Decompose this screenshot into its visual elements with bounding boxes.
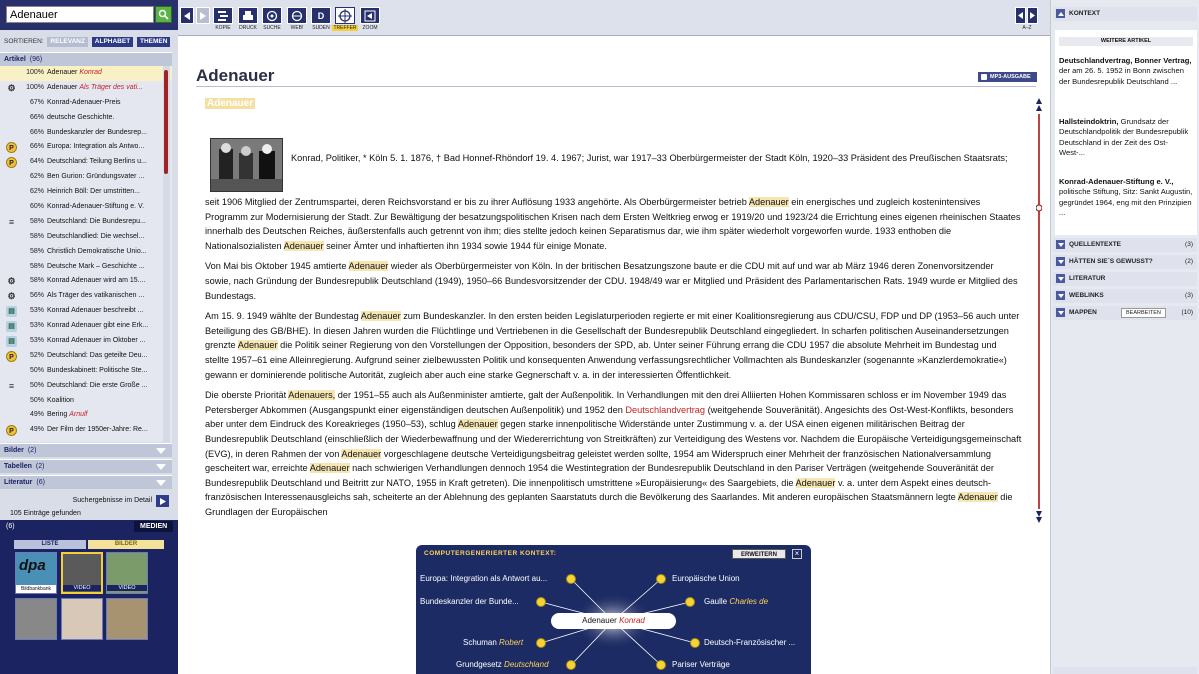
media-thumb-4[interactable] (15, 598, 57, 640)
sort-themen[interactable]: THEMEN (137, 37, 170, 47)
article-title: Konrad Adenauer wird am 15.... (47, 277, 146, 285)
article-title: Adenauer Konrad (47, 69, 102, 76)
relevance-percent: 66% (29, 143, 44, 151)
article-title: Christlich Demokratische Unio... (47, 247, 147, 255)
search-button[interactable] (155, 6, 172, 23)
panorama-icon: P (6, 425, 17, 436)
haetten-sies-gewusst-header[interactable]: HÄTTEN SIE´S GEWUSST? (2) (1053, 255, 1197, 269)
keyword-highlight[interactable]: Adenauer (283, 240, 324, 251)
article-title: Konrad-Adenauer-Stiftung e. V. (47, 203, 145, 211)
chevron-down-icon (1056, 308, 1065, 317)
close-icon: × (794, 549, 800, 558)
article-title: Konrad-Adenauer-Preis (47, 98, 121, 106)
relevance-percent: 67% (29, 98, 44, 106)
keyword-highlight[interactable]: Adenauer (341, 448, 382, 459)
paragraph-1: seit 1906 Mitglied der Zentrumspartei, deren Reichsvorstand er bis zu ihrer Auflösung 1933 angehörte. Als Oberbürgermeister betrieb Adenauer ein energisches und zugleich kostenintensives Programm zur Modernisierung der Stadt. Zur Bewältigung der besatzungspolitischen Krisen nach dem Ersten Weltkrieg erwog er 1919/20 und 1923/24 die Errichtung eines eigenen rheinischen Staates innerhalb des Deutschen Reiches, äußerstenfalls auch getrennt von ihm; dies stellte jedoch keinen Separatismus dar, wie ihm später wiederholt vorgeworfen wurde. 1933 enthoben die Nationalsozialisten Adenauer seiner Ämter und inhaftierten ihn 1934 sowie 1944 für einige Monate. (205, 197, 1021, 251)
flag-icon: ≡ (8, 216, 15, 227)
relevance-percent: 53% (29, 337, 44, 345)
section-tabellen[interactable] (0, 459, 172, 473)
article-list-item[interactable] (0, 289, 172, 304)
speaker-icon (981, 74, 987, 80)
article-title: Bundeskabinett: Politische Ste... (47, 366, 148, 374)
relevance-percent: 52% (29, 351, 44, 359)
media-thumb-3-label: VIDEO (107, 585, 147, 591)
article-title: Deutschland: Teilung Berlins u... (47, 158, 147, 166)
result-count: 105 Einträge gefunden (10, 510, 81, 517)
article-list (0, 66, 172, 442)
relevance-percent: 49% (29, 411, 44, 419)
section-literatur[interactable] (0, 475, 172, 489)
media-count: (6) (6, 523, 15, 530)
relevance-percent: 53% (29, 307, 44, 315)
article-list-item[interactable] (0, 230, 172, 245)
media-label: MEDIEN (134, 521, 173, 532)
zoom-icon (364, 10, 376, 22)
relevance-percent: 66% (29, 128, 44, 136)
chevron-down-icon (156, 448, 166, 454)
sort-relevanz[interactable]: RELEVANZ (47, 37, 88, 47)
section-tabellen-label: Tabellen (4, 463, 32, 470)
search-icon (266, 10, 278, 22)
relevance-percent: 100% (26, 69, 44, 76)
article-list-item[interactable] (0, 66, 172, 81)
further-article-2[interactable]: Hallsteindoktrin, Grundsatz der Deutschlandpolitik der Bundesrepublik Deutschland in der Zeit des Ost-West-... (1059, 117, 1189, 158)
relevance-percent: 100% (26, 83, 44, 91)
relevance-percent: 50% (29, 366, 44, 374)
context-node-5[interactable]: Schuman Robert (463, 638, 524, 647)
media-tab-liste[interactable]: LISTE (14, 540, 86, 549)
section-bilder-label: Bilder (4, 447, 24, 454)
keyword-highlight[interactable]: Adenauer (309, 463, 350, 474)
title-divider (196, 86, 1036, 87)
context-node-6[interactable]: Deutsch-Französischer ... (704, 638, 796, 647)
weitere-artikel-label: WEITERE ARTIKEL (1059, 37, 1193, 46)
kontext-label: KONTEXT (1069, 10, 1101, 17)
context-node-8[interactable]: Pariser Verträge (672, 660, 730, 669)
toolbar-druck-button[interactable] (238, 7, 258, 24)
article-title: Konrad Adenauer beschreibt ... (47, 307, 144, 315)
close-button[interactable] (792, 549, 802, 559)
copy-icon (217, 10, 229, 22)
article-title: Deutschland: Die erste Große ... (47, 381, 148, 389)
scroll-track (1036, 98, 1042, 523)
sort-alphabet[interactable]: ALPHABET (92, 37, 133, 47)
paragraph-3: Am 15. 9. 1949 wählte der Bundestag Adenauer zum Bundeskanzler. In den ersten beiden Legislaturperioden regierte er mit einer Koalitionsregierung aus CDU/CSU, FDP und DP (1953–56 auch unter Beteiligung des GB/BHE). In diesen Jahren wurden die Flüchtlinge und Vertriebenen in die Gesellschaft der Bundesrepublik Deutschland eingegliedert. In scharfen politischen Auseinandersetzungen grenzte Adenauer die Politik seiner Regierung von den Vorstellungen der Opposition, besonders der SPD, ab. Unter seiner Führung errang die CDU 1957 die absolute Mehrheit im Bundestag und stellte 1957–61 eine Alleinregierung. Aufgrund seiner zielbewussten Politik und konsequenten Anwendung verfassungsrechtlicher Vollmachten als Bundeskanzler (sogenannte »Kanzlerdemokratie«) gewann er dominierende politische Autorität, zugleich aber auch eine starke Gegnerschaft v. a. in der interessierten Öffentlichkeit. (205, 311, 1020, 380)
toolbar-suche-label: SUCHE (263, 25, 281, 31)
keyword-highlight[interactable]: Adenauer (795, 477, 836, 488)
context-node-2[interactable]: Europäische Union (672, 574, 740, 583)
toolbar-zoom-label: ZOOM (362, 25, 378, 31)
article-title: Deutsche Mark – Geschichte ... (47, 262, 145, 270)
audio-icon: ⚙ (7, 291, 16, 302)
arrow-right-icon (1030, 12, 1035, 19)
document-icon: ▤ (6, 336, 17, 347)
article-intro: Konrad, Politiker, * Köln 5. 1. 1876, † Bad Honnef-Rhöndorf 19. 4. 1967; Jurist, war 1917–33 Oberbürgermeister der Stadt Köln, 1920–33 Präsident des Preußischen Staatsrats; (291, 153, 1008, 163)
relevance-percent: 58% (29, 217, 44, 225)
article-list-item[interactable] (0, 274, 172, 289)
relevance-percent: 58% (29, 262, 44, 270)
relevance-percent: 58% (29, 232, 44, 240)
mp3-button[interactable] (978, 72, 1037, 82)
toolbar-zoom-button[interactable] (360, 7, 380, 24)
expand-button[interactable]: ERWEITERN (732, 549, 786, 559)
weblinks-header[interactable]: WEBLINKS (3) (1053, 289, 1197, 303)
article-title: Ben Gurion: Gründungsvater ... (47, 173, 145, 181)
relevance-percent: 58% (29, 277, 44, 285)
article-list-item[interactable] (0, 394, 172, 409)
flag-icon: ≡ (8, 380, 15, 391)
detail-link[interactable]: Suchergebnisse im Detail (72, 497, 152, 504)
article-title: Konrad Adenauer gibt eine Erk... (47, 322, 149, 330)
sort-row (0, 37, 178, 49)
article-keyword: Adenauer (207, 98, 254, 109)
chevron-down-icon (1056, 257, 1065, 266)
media-header (0, 520, 178, 534)
panorama-icon: P (6, 351, 17, 362)
context-node-dot[interactable] (685, 597, 695, 607)
relevance-percent: 50% (29, 381, 44, 389)
audio-icon: ⚙ (7, 276, 16, 287)
keyword-highlight[interactable]: Adenauer (360, 311, 401, 322)
further-article-3[interactable]: Konrad-Adenauer-Stiftung e. V., politische Stiftung, Sitz: Sankt Augustin, gegründet 1964, eng mit den Prinzipien ... (1059, 177, 1193, 218)
context-node-dot[interactable] (566, 660, 576, 670)
context-center-node[interactable]: Adenauer Konrad (551, 613, 676, 629)
section-artikel[interactable] (0, 52, 172, 66)
article-title: Europa: Integration als Antwo... (47, 143, 145, 151)
toolbar-suche-button[interactable] (262, 7, 282, 24)
article-list-item[interactable] (0, 140, 172, 155)
article-list-item[interactable] (0, 408, 172, 423)
section-literatur-count: (6) (36, 479, 45, 486)
article-title: Adenauer Als Träger des vati... (47, 83, 143, 91)
context-node-dot[interactable] (566, 574, 576, 584)
paragraph-2: Von Mai bis Oktober 1945 amtierte Adenauer wieder als Oberbürgermeister von Köln. In der britischen Besatzungszone baute er die CDU mit auf und war ab März 1946 deren Zonenvorsitzender sowie, nach Gründung der Bundesrepublik Deutschland (1949), 1950–66 Bundesvorsitzender der CDU. 1948/49 war er Mitglied und Präsident des Parlamentarischen Rats. 1949 wurde er Mitglied des Bundestags. (205, 261, 1018, 301)
article-body (205, 195, 1022, 525)
article-list-item[interactable] (0, 96, 172, 111)
article-title: Deutschland: Das geteilte Deu... (47, 351, 148, 359)
context-node-7[interactable]: Grundgesetz Deutschland (456, 660, 549, 669)
article-list-item[interactable] (0, 200, 172, 215)
article-photo[interactable] (210, 138, 283, 192)
dpa-logo: dpa (19, 557, 46, 574)
article-title: deutsche Geschichte. (47, 113, 115, 121)
kontext-header[interactable] (1053, 7, 1197, 21)
toolbar-web-label: WEB! (290, 25, 304, 31)
section-tabellen-count: (2) (35, 463, 45, 470)
article-title: Der Film der 1950er-Jahre: Re... (47, 426, 148, 434)
search-input[interactable] (6, 6, 154, 23)
print-icon (242, 10, 254, 22)
article-title: Deutschland: Die Bundesrepu... (47, 217, 146, 225)
keyword-highlight[interactable]: Adenauer (957, 492, 998, 503)
article-list-item[interactable] (0, 349, 172, 364)
article-scrollbar[interactable] (1036, 98, 1041, 523)
chevron-down-icon (1056, 291, 1065, 300)
relevance-percent: 62% (29, 188, 44, 196)
section-bilder-count: (2) (27, 447, 37, 454)
chevron-down-icon (156, 464, 166, 470)
az-label: A–Z (1022, 25, 1032, 31)
article-title: Koalition (47, 396, 74, 404)
paragraph-4: Die oberste Priorität Adenauers, der 1951–55 auch als Außenminister amtierte, galt der Außenpolitik. In Verhandlungen mit den drei Alliierten Hohen Kommissaren schloss er im November 1949 das Petersberger Abkommen (Ausgangspunkt einer eigenständigen deutschen Außenpolitik) und 1952 den Deutschlandvertrag (weitgehende Souveränität). Angesichts des Ost-West-Konflikts, besonders aber unter dem Eindruck des Koreakrieges (1950–53), schlug Adenauer gegen starke innenpolitische Widerstände unter Zustimmung v. a. der USA einen eigenen militärischen Beitrag der Bundesrepublik Deutschland (einschließlich der Wiederbewaffnung und der Wiedererrichtung von Streitkräften) zur Verteidigung des Westens vor. Nachdem die Europäische Verteidigungsgemeinschaft (EVG), in deren Rahmen der von Adenauer vorgeschlagene deutsche Verteidigungsbeitrag geleistet werden sollte, 1954 am Widerspruch einer Mehrheit der französischen Nationalversammlung gescheitert war, erreichte Adenauer nach schwierigen Verhandlungen dennoch 1954 die Westintegration der Bundesrepublik Deutschland in den Pariser Verträgen (weitgehende Souveränität der Bundesrepublik Deutschland und Beitritt zur NATO, 1955 in Kraft getreten). Die innenpolitisch umstrittene »Europäisierung« des Saargebiets, die Adenauer v. a. unter dem Aspekt eines deutsch-französischen Interessenausgleichs sah, scheiterte an der Ablehnung des geplanten Saarstatuts durch die Bevölkerung des Saarlandes. Mit anderen europäischen Staatsmännern legte Adenauer die Grundlagen der Europäischen (205, 390, 1022, 517)
arrow-left-icon (184, 12, 190, 20)
document-icon: ▤ (6, 321, 17, 332)
detail-button[interactable] (156, 495, 169, 507)
context-node-dot[interactable] (656, 574, 666, 584)
chevron-down-icon (1056, 274, 1065, 283)
back-button[interactable] (180, 7, 194, 24)
az-prev-button[interactable] (1015, 7, 1026, 24)
literatur-header[interactable]: LITERATUR (1053, 272, 1197, 286)
relevance-percent: 58% (29, 247, 44, 255)
document-icon: ▤ (6, 306, 17, 317)
context-node-dot[interactable] (656, 660, 666, 670)
toolbar-web-button[interactable] (287, 7, 307, 24)
photo-image (211, 139, 282, 191)
crosshair-icon (338, 9, 352, 23)
context-panel (416, 545, 811, 674)
article-title: Adenauer (196, 66, 275, 85)
section-artikel-count: (96) (29, 56, 43, 63)
article-list-item[interactable] (0, 364, 172, 379)
article-list-item[interactable] (0, 379, 172, 394)
article-list-item[interactable] (0, 423, 172, 438)
media-thumb-3[interactable] (106, 552, 148, 594)
context-node-dot[interactable] (690, 638, 700, 648)
article-list-item[interactable] (0, 111, 172, 126)
relevance-percent: 64% (29, 158, 44, 166)
article-list-item[interactable] (0, 81, 172, 96)
toolbar-kopie-button[interactable] (213, 7, 233, 24)
quellentexte-header[interactable]: QUELLENTEXTE (3) (1053, 238, 1197, 252)
toolbar-kopie-label: KOPIE (215, 25, 231, 31)
article-list-item[interactable] (0, 185, 172, 200)
further-article-1[interactable]: Deutschlandvertrag, Bonner Vertrag, der am 26. 5. 1952 in Bonn zwischen der Bundesrepublik Deutschland ... (1059, 56, 1192, 86)
keyword-highlight[interactable]: Adenauer (348, 261, 389, 272)
toolbar-druck-label: DRUCK (239, 25, 257, 31)
media-thumb-2[interactable] (61, 552, 103, 594)
article-title: Deutschlandlied: Die wechsel... (47, 232, 145, 240)
keyword-highlight[interactable]: Adenauer (237, 340, 278, 351)
context-node-4[interactable]: Gaulle Charles de (704, 597, 769, 606)
media-tab-bilder[interactable]: BILDER (88, 540, 164, 549)
context-node-1[interactable]: Europa: Integration als Antwort au... (420, 574, 548, 583)
toolbar-duden-button[interactable] (311, 7, 331, 24)
audio-icon: ⚙ (7, 82, 16, 93)
media-thumb-1[interactable] (15, 552, 57, 594)
relevance-percent: 56% (29, 292, 44, 300)
media-thumb-1-label: Bildbankbank (16, 585, 56, 593)
article-list-item[interactable] (0, 334, 172, 349)
chevron-up-icon (1056, 9, 1065, 18)
context-node-dot[interactable] (536, 638, 546, 648)
section-literatur-label: Literatur (4, 479, 33, 486)
article-list-scroll-thumb[interactable] (164, 70, 168, 174)
search-icon (158, 9, 169, 20)
media-thumb-5[interactable] (61, 598, 103, 640)
article-list-item[interactable] (0, 215, 172, 230)
article-list-item[interactable] (0, 245, 172, 260)
article-title: Bering Arnulf (47, 411, 88, 419)
media-thumb-6[interactable] (106, 598, 148, 640)
relevance-percent: 53% (29, 322, 44, 330)
play-icon (160, 498, 166, 505)
relevance-percent: 50% (29, 396, 44, 404)
article-title: Konrad Adenauer im Oktober ... (47, 337, 146, 345)
arrow-left-icon (1018, 12, 1023, 19)
article-list-item[interactable] (0, 319, 172, 334)
keyword-highlight[interactable]: Adenauer (457, 419, 498, 430)
keyword-highlight[interactable]: Adenauers, (288, 390, 336, 401)
article-list-item[interactable] (0, 170, 172, 185)
relevance-percent: 60% (29, 203, 44, 211)
article-title: Bundeskanzler der Bundesrep... (47, 128, 148, 136)
toolbar-treffer-label: TREFFER (333, 25, 357, 31)
media-thumb-2-label: VIDEO (63, 585, 101, 591)
bearbeiten-button[interactable]: BEARBEITEN (1121, 308, 1166, 318)
article-title: Als Träger des vatikanischen ... (47, 292, 145, 300)
arrow-right-icon (200, 12, 206, 20)
context-node-dot[interactable] (536, 597, 546, 607)
forward-button[interactable] (196, 7, 210, 24)
panorama-icon: P (6, 157, 17, 168)
article-list-item[interactable] (0, 304, 172, 319)
relevance-percent: 66% (29, 113, 44, 121)
mp3-label: MP3-AUSGABE (990, 74, 1031, 80)
article-list-item[interactable] (0, 155, 172, 170)
sort-label: SORTIEREN: (4, 38, 44, 45)
context-title: COMPUTERGENERIERTER KONTEXT: (424, 550, 557, 557)
context-node-3[interactable]: Bundeskanzler der Bunde... (420, 597, 519, 606)
section-bilder[interactable] (0, 443, 172, 457)
panorama-icon: P (6, 142, 17, 153)
chevron-down-icon (1056, 240, 1065, 249)
link-deutschlandvertrag[interactable]: Deutschlandvertrag (625, 404, 706, 415)
right-footer (1053, 667, 1197, 674)
az-next-button[interactable] (1027, 7, 1038, 24)
duden-icon: D (317, 10, 325, 21)
section-artikel-label: Artikel (4, 56, 26, 63)
relevance-percent: 62% (29, 173, 44, 181)
chevron-down-icon (156, 480, 166, 486)
globe-icon (291, 10, 303, 22)
toolbar-duden-label: SUDEN (312, 25, 330, 31)
article-list-item[interactable] (0, 260, 172, 275)
mappen-header[interactable]: MAPPEN BEARBEITEN (10) (1053, 306, 1197, 320)
relevance-percent: 49% (29, 426, 44, 434)
keyword-highlight[interactable]: Adenauer (748, 197, 789, 207)
toolbar-treffer-button[interactable] (335, 7, 355, 24)
article-list-item[interactable] (0, 126, 172, 141)
article-title: Heinrich Böll: Der umstritten... (47, 188, 140, 196)
